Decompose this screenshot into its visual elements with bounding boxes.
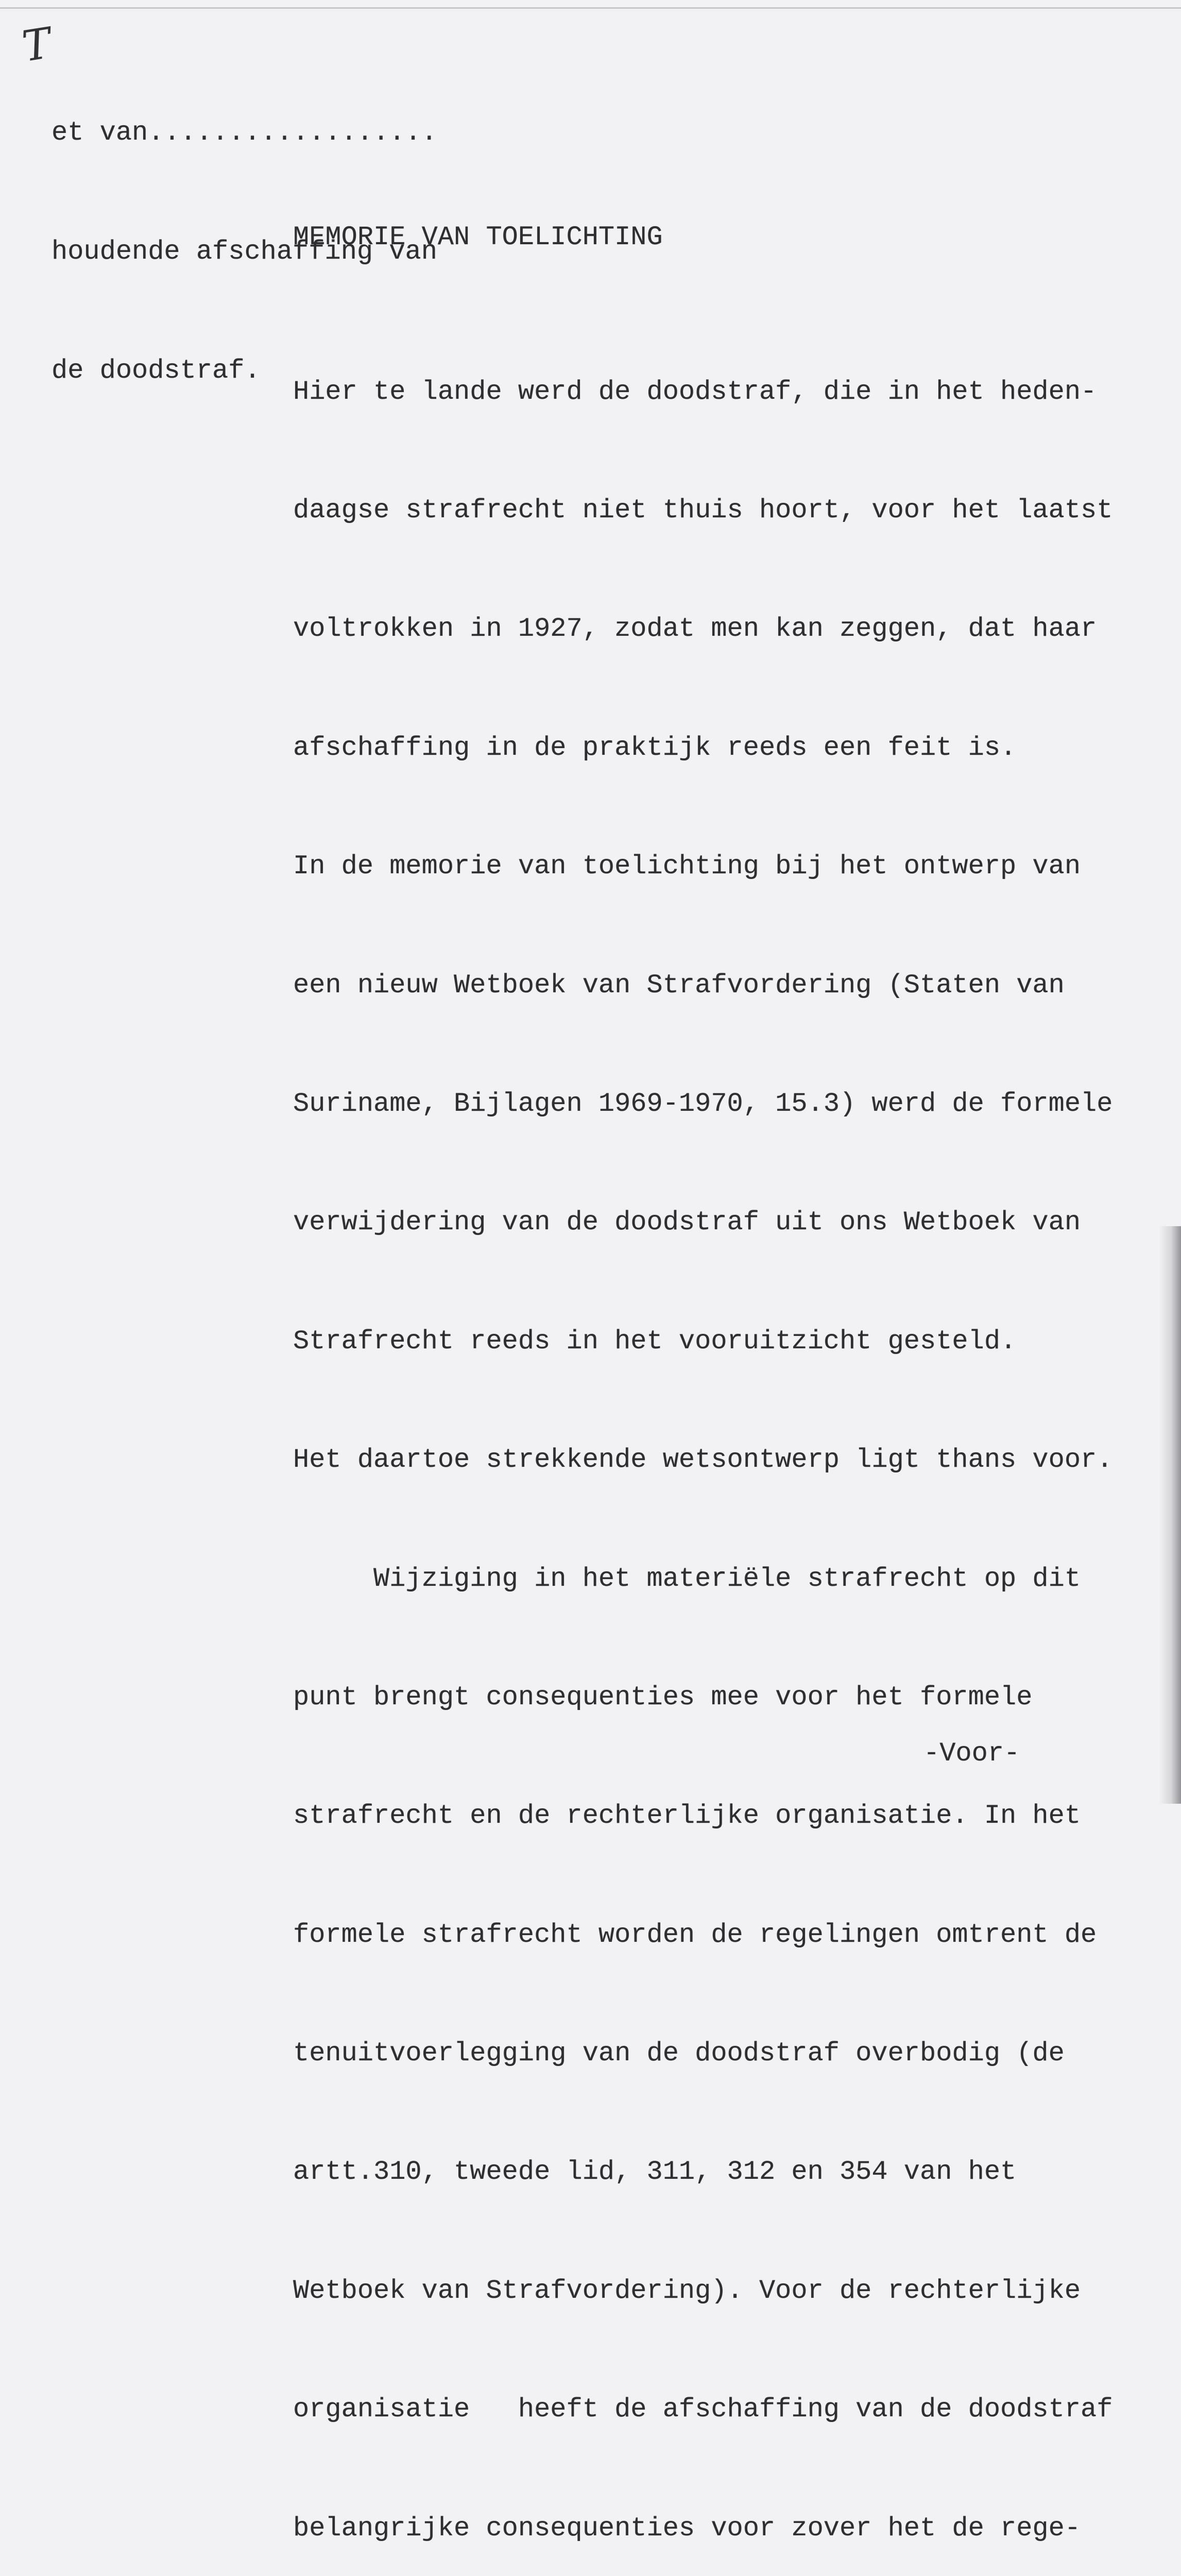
body-line: formele strafrecht worden de regelingen omtrent de [293,1919,1097,1950]
body-line: tenuitvoerlegging van de doodstraf overbodig (de [293,2038,1065,2069]
body-line: Suriname, Bijlagen 1969-1970, 15.3) werd de formele [293,1088,1113,1119]
body-line: belangrijke consequenties voor zover het de rege- [293,2513,1081,2544]
body-line: In de memorie van toelichting bij het ontwerp van [293,851,1081,882]
body-line: Wetboek van Strafvordering). Voor de rechterlijke [293,2275,1081,2306]
scan-right-edge-shadow [1159,1226,1181,1804]
body-line: organisatie heeft de afschaffing van de doodstraf [293,2394,1113,2425]
body-line: punt brengt consequenties mee voor het formele [293,1682,1033,1713]
body-line: Strafrecht reeds in het vooruitzicht gesteld. [293,1326,1017,1357]
body-line: Het daartoe strekkende wetsontwerp ligt thans voor. [293,1445,1113,1476]
body-line: Wijziging in het materiële strafrecht op dit [293,1563,1081,1594]
body-line: afschaffing in de praktijk reeds een feit is. [293,732,1017,763]
body-line: een nieuw Wetboek van Strafvordering (Staten van [293,970,1065,1001]
handwritten-initial: T [19,19,55,72]
body-text [293,293,1112,2576]
body-line: daagse strafrecht niet thuis hoort, voor het laatst [293,495,1113,526]
continuation-catchword: -Voor- [923,1738,1020,1769]
body-line: strafrecht en de rechterlijke organisatie. In het [293,1801,1081,1832]
header-law-title-line: et van.................. [52,117,437,148]
body-line: verwijdering van de doodstraf uit ons Wetboek van [293,1207,1081,1238]
body-line: artt.310, tweede lid, 311, 312 en 354 van het [293,2157,1017,2188]
header-subject-line: houdende afschaffing van [52,236,437,267]
body-line: voltrokken in 1927, zodat men kan zeggen, dat haar [293,614,1097,645]
body-line: Hier te lande werd de doodstraf, die in het heden- [293,376,1097,407]
section-title: MEMORIE VAN TOELICHTING [293,222,663,252]
scan-top-edge [0,7,1181,9]
header-subject-line: de doodstraf. [52,355,261,386]
